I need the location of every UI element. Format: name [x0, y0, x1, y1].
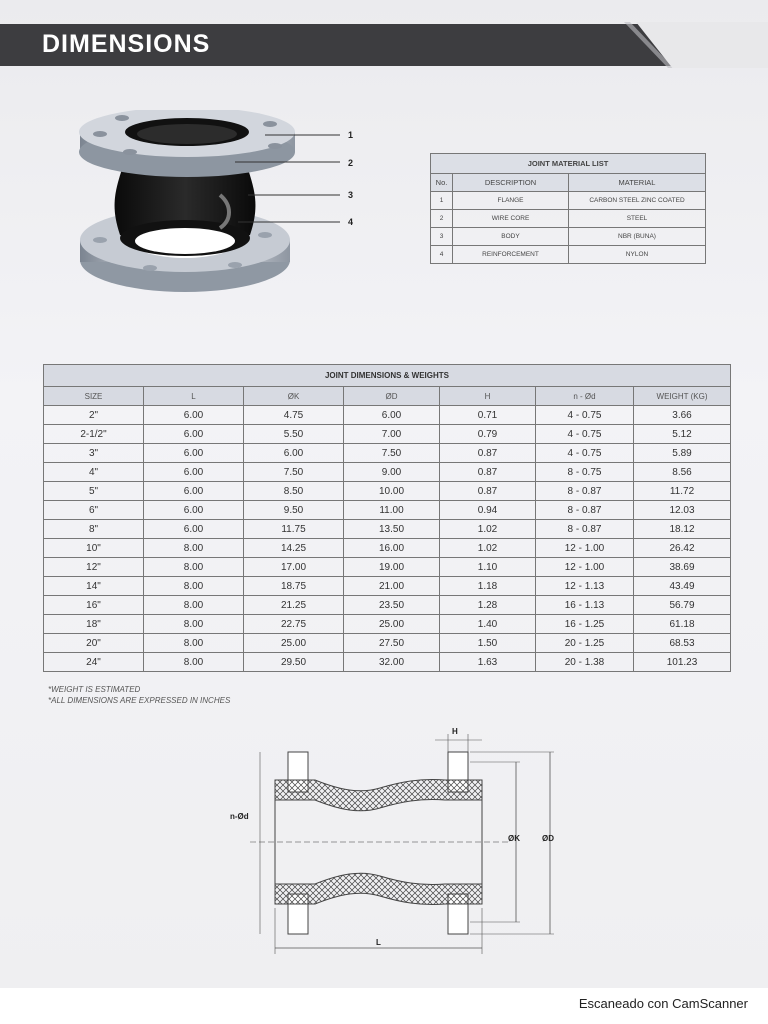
table-row — [44, 425, 731, 444]
callout-1: 1 — [348, 130, 354, 140]
cell: 8.56 — [634, 463, 731, 482]
material-header-material: MATERIAL — [569, 174, 706, 192]
cell: 0.87 — [440, 463, 536, 482]
cell: 1.28 — [440, 596, 536, 615]
cell: 101.23 — [634, 653, 731, 672]
header-l: L — [144, 387, 244, 406]
cell: 32.00 — [344, 653, 440, 672]
cell: 20 - 1.38 — [536, 653, 634, 672]
cell: FLANGE — [453, 192, 569, 210]
cell: 14.25 — [244, 539, 344, 558]
header-od: ØD — [344, 387, 440, 406]
scanner-watermark: Escaneado con CamScanner — [578, 996, 748, 1011]
cell: 10.00 — [344, 482, 440, 501]
table-row — [44, 463, 731, 482]
cell: 1.02 — [440, 520, 536, 539]
cell: 6.00 — [144, 501, 244, 520]
cell: 21.25 — [244, 596, 344, 615]
header-weight: WEIGHT (KG) — [634, 387, 731, 406]
table-row — [44, 615, 731, 634]
table-row — [44, 653, 731, 672]
material-header-no: No. — [431, 174, 453, 192]
cell: 8.00 — [144, 577, 244, 596]
dim-label-h: H — [452, 727, 458, 736]
cell: 16" — [44, 596, 144, 615]
cell: 7.50 — [244, 463, 344, 482]
cell: 29.50 — [244, 653, 344, 672]
cell: 4.75 — [244, 406, 344, 425]
cell: 20" — [44, 634, 144, 653]
cell: 0.87 — [440, 444, 536, 463]
table-row — [44, 406, 731, 425]
cell: 7.50 — [344, 444, 440, 463]
table-row — [44, 520, 731, 539]
table-row — [431, 228, 706, 246]
cell: 22.75 — [244, 615, 344, 634]
dim-label-ok: ØK — [508, 834, 520, 843]
cell: 8.00 — [144, 539, 244, 558]
cell: 8.00 — [144, 558, 244, 577]
cell: 68.53 — [634, 634, 731, 653]
cell: 11.75 — [244, 520, 344, 539]
cell: 12 - 1.00 — [536, 539, 634, 558]
cell: 18.75 — [244, 577, 344, 596]
page-title: DIMENSIONS — [42, 30, 211, 58]
cell: 16 - 1.25 — [536, 615, 634, 634]
expansion-joint-illustration — [70, 110, 370, 310]
cell: 27.50 — [344, 634, 440, 653]
cell: 1.50 — [440, 634, 536, 653]
cell: 18" — [44, 615, 144, 634]
callout-2: 2 — [348, 158, 354, 168]
cell: NBR (BUNA) — [569, 228, 706, 246]
cell: 18.12 — [634, 520, 731, 539]
cell: 4 — [431, 246, 453, 264]
cell: 17.00 — [244, 558, 344, 577]
cell: 2" — [44, 406, 144, 425]
cell: 2 — [431, 210, 453, 228]
dim-label-od: ØD — [542, 834, 554, 843]
cell: 8 - 0.87 — [536, 482, 634, 501]
cell: 8.00 — [144, 653, 244, 672]
table-row — [44, 577, 731, 596]
cell: 12 - 1.00 — [536, 558, 634, 577]
cell: 8.00 — [144, 596, 244, 615]
cell: 4 - 0.75 — [536, 444, 634, 463]
cell: 12 - 1.13 — [536, 577, 634, 596]
cell: 1.18 — [440, 577, 536, 596]
table-row — [44, 539, 731, 558]
table-row — [44, 501, 731, 520]
cell: 16.00 — [344, 539, 440, 558]
cell: NYLON — [569, 246, 706, 264]
table-row — [431, 192, 706, 210]
table-row — [44, 596, 731, 615]
cell: 3.66 — [634, 406, 731, 425]
header-ok: ØK — [244, 387, 344, 406]
cell: 12.03 — [634, 501, 731, 520]
cell: 43.49 — [634, 577, 731, 596]
cell: 12" — [44, 558, 144, 577]
cell: CARBON STEEL ZINC COATED — [569, 192, 706, 210]
cell: 8.00 — [144, 615, 244, 634]
cell: 6.00 — [144, 425, 244, 444]
cell: 6.00 — [144, 482, 244, 501]
material-list-table — [430, 153, 706, 264]
cell: 1.40 — [440, 615, 536, 634]
cell: 25.00 — [344, 615, 440, 634]
cell: 5" — [44, 482, 144, 501]
cell: 6.00 — [344, 406, 440, 425]
cell: 1 — [431, 192, 453, 210]
cell: STEEL — [569, 210, 706, 228]
cell: 6.00 — [144, 520, 244, 539]
cell: BODY — [453, 228, 569, 246]
table-row — [431, 210, 706, 228]
cell: 2-1/2" — [44, 425, 144, 444]
cell: 1.10 — [440, 558, 536, 577]
cell: 1.02 — [440, 539, 536, 558]
header-n-od: n - Ød — [536, 387, 634, 406]
cell: 14" — [44, 577, 144, 596]
cell: 24" — [44, 653, 144, 672]
cell: 38.69 — [634, 558, 731, 577]
cell: 5.89 — [634, 444, 731, 463]
cell: 8 - 0.87 — [536, 520, 634, 539]
cell: 13.50 — [344, 520, 440, 539]
material-header-description: DESCRIPTION — [453, 174, 569, 192]
cell: 5.12 — [634, 425, 731, 444]
cell: 19.00 — [344, 558, 440, 577]
cell: 20 - 1.25 — [536, 634, 634, 653]
cell: 11.00 — [344, 501, 440, 520]
cell: 8.00 — [144, 634, 244, 653]
cell: 6.00 — [144, 463, 244, 482]
note-units: *ALL DIMENSIONS ARE EXPRESSED IN INCHES — [48, 696, 231, 705]
cell: 8.50 — [244, 482, 344, 501]
cell: 1.63 — [440, 653, 536, 672]
cell: 6.00 — [244, 444, 344, 463]
cell: 0.71 — [440, 406, 536, 425]
callout-3: 3 — [348, 190, 354, 200]
note-weight: *WEIGHT IS ESTIMATED — [48, 685, 141, 694]
cell: 5.50 — [244, 425, 344, 444]
cell: 0.94 — [440, 501, 536, 520]
header-h: H — [440, 387, 536, 406]
cell: 6.00 — [144, 444, 244, 463]
cell: 56.79 — [634, 596, 731, 615]
cell: REINFORCEMENT — [453, 246, 569, 264]
cell: 25.00 — [244, 634, 344, 653]
header-size: SIZE — [44, 387, 144, 406]
cell: 7.00 — [344, 425, 440, 444]
cell: 0.79 — [440, 425, 536, 444]
dimensions-table-caption: JOINT DIMENSIONS & WEIGHTS — [44, 365, 731, 387]
cell: 26.42 — [634, 539, 731, 558]
table-row — [44, 634, 731, 653]
cell: 9.00 — [344, 463, 440, 482]
table-notes — [48, 684, 230, 706]
cell: 8" — [44, 520, 144, 539]
cell: 8 - 0.75 — [536, 463, 634, 482]
table-row — [44, 482, 731, 501]
cell: 8 - 0.87 — [536, 501, 634, 520]
table-row — [44, 444, 731, 463]
cell: 23.50 — [344, 596, 440, 615]
cell: 4 - 0.75 — [536, 425, 634, 444]
cell: 16 - 1.13 — [536, 596, 634, 615]
dimensions-weights-table — [43, 364, 731, 672]
dim-label-l: L — [376, 938, 381, 947]
callout-4: 4 — [348, 217, 354, 227]
cell: 3 — [431, 228, 453, 246]
cell: 61.18 — [634, 615, 731, 634]
cell: WIRE CORE — [453, 210, 569, 228]
cell: 9.50 — [244, 501, 344, 520]
footer — [0, 988, 768, 1024]
dim-label-n-od: n-Ød — [230, 812, 249, 821]
cell: 4 - 0.75 — [536, 406, 634, 425]
cell: 11.72 — [634, 482, 731, 501]
cell: 3" — [44, 444, 144, 463]
cell: 10" — [44, 539, 144, 558]
cell: 0.87 — [440, 482, 536, 501]
table-row — [44, 558, 731, 577]
cell: 4" — [44, 463, 144, 482]
cell: 21.00 — [344, 577, 440, 596]
table-row — [431, 246, 706, 264]
cell: 6.00 — [144, 406, 244, 425]
material-table-caption: JOINT MATERIAL LIST — [431, 154, 706, 174]
cell: 6" — [44, 501, 144, 520]
